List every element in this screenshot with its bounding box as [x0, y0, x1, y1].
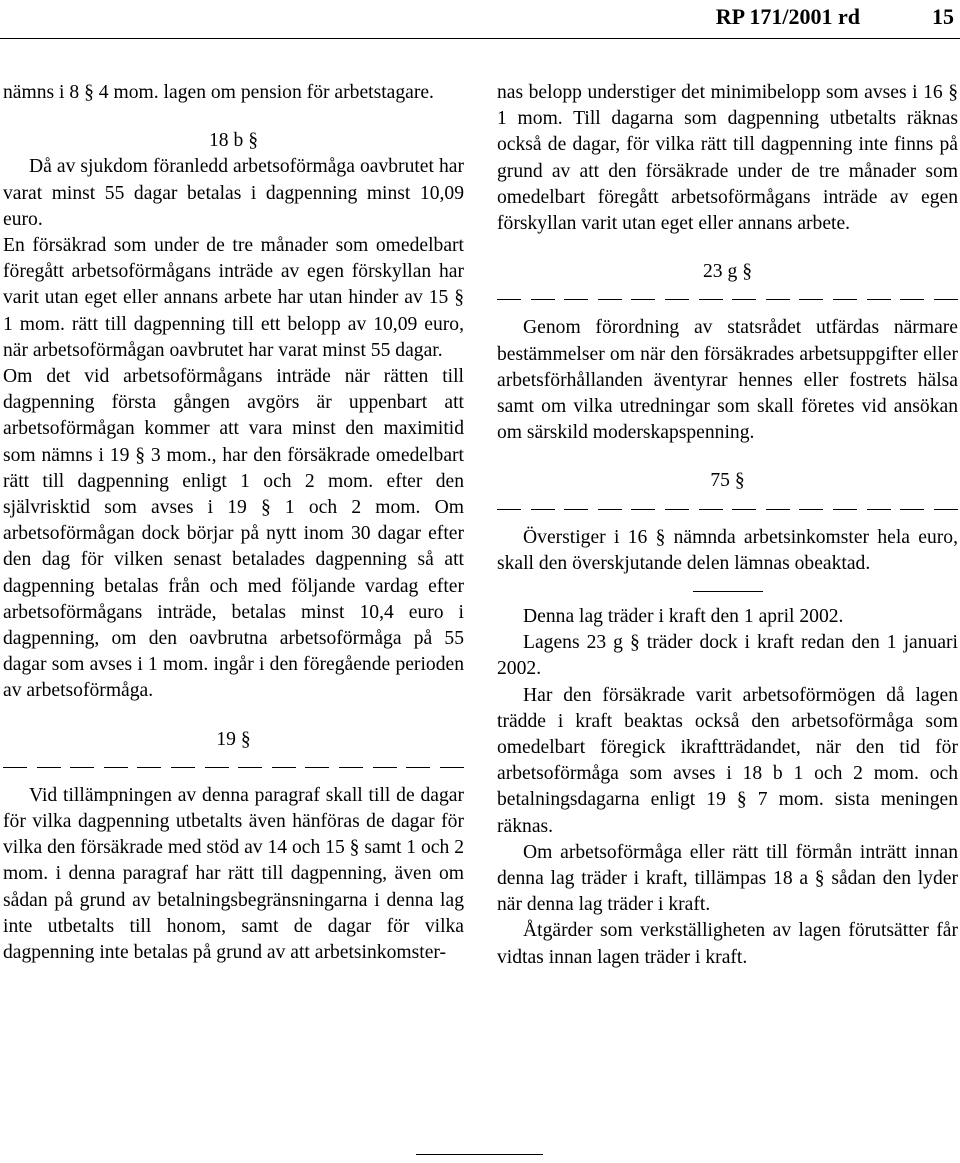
- left-column: [3, 80, 464, 966]
- section-heading-19: 19 §: [216, 728, 251, 750]
- continuation-paragraph: nas belopp understiger det minimibelopp som avses i 16 § 1 mom. Till dagarna som dagpenning utbetalts räknas också de dagar, för vilka rätt till dagpenning inte finns på grund av att den försäkrade under de tre månader som omedelbart föregått arbetsoförmågans inträde av egen förskyllan varit utan eget eller annans arbete.: [497, 82, 958, 235]
- paragraph: Vid tillämpningen av denna paragraf skall till de dagar för vilka dagpenning utbetalts även hänföras de dagar för vilka den försäkrade med stöd av 14 och 15 § samt 1 och 2 mom. i denna paragraf har rätt till dagpenning, även om sådan på grund av betalningsbegränsningarna i denna lag inte utbetalts till honom, samt de dagar för vilka dagpenning inte betalas på grund av att arbetsinkomster-: [3, 784, 464, 964]
- omission-dashes: [497, 501, 958, 515]
- paragraph: Genom förordning av statsrådet utfärdas närmare bestämmelser om när den försäkrades arbetsuppgifter eller arbetsförhållanden äventyrar hennes eller fostrets hälsa samt om vilka utredningar som skall företes vid ansökan om särskild moderskapspenning.: [497, 317, 958, 444]
- footer-rule: [416, 1154, 543, 1155]
- page-number: 15: [932, 4, 954, 29]
- paragraph: Överstiger i 16 § nämnda arbetsinkomster hela euro, skall den överskjutande delen lämnas obeaktad.: [497, 526, 958, 574]
- paragraph: Åtgärder som verkställigheten av lagen förutsätter får vidtas innan lagen träder i kraft.: [497, 920, 958, 968]
- section-divider: [693, 591, 763, 592]
- header-rule: [0, 38, 960, 39]
- paragraph: Har den försäkrade varit arbetsoförmögen då lagen trädde i kraft beaktas också den arbetsoförmåga som omedelbart föregick ikraftträdandet, när den tid för arbetsoförmåga som avses i 18 b 1 och 2 mom. och betalningsdagarna enligt 19 § 7 mom. sista meningen räknas.: [497, 684, 958, 837]
- intro-paragraph: nämns i 8 § 4 mom. lagen om pension för arbetstagare.: [3, 82, 434, 103]
- omission-dashes: [497, 291, 958, 305]
- paragraph: Om arbetsoförmåga eller rätt till förmån inträtt innan denna lag träder i kraft, tillämpas 18 a § sådan den lyder när denna lag träder i kraft.: [497, 841, 958, 916]
- paragraph: En försäkrad som under de tre månader som omedelbart föregått arbetsoförmågans inträde av egen förskyllan har varit utan eget eller annans arbete har utan hinder av 15 § 1 mom. rätt till dagpenning till ett belopp av 10,09 euro, när arbetsoförmågan oavbrutet har varat minst 55 dagar.: [3, 235, 464, 361]
- paragraph: Denna lag träder i kraft den 1 april 2002.: [523, 606, 844, 628]
- section-heading-75: 75 §: [710, 470, 745, 492]
- page-header: [0, 0, 960, 40]
- section-heading-23g: 23 g §: [703, 261, 752, 283]
- omission-dashes: [3, 759, 464, 773]
- document-id: RP 171/2001 rd: [715, 4, 860, 29]
- right-column: [497, 80, 958, 971]
- paragraph: Då av sjukdom föranledd arbetsoförmåga oavbrutet har varat minst 55 dagar betalas i dagpenning minst 10,09 euro.: [3, 156, 464, 230]
- section-heading-18b: 18 b §: [209, 130, 258, 152]
- paragraph: Lagens 23 g § träder dock i kraft redan den 1 januari 2002.: [497, 632, 958, 680]
- paragraph: Om det vid arbetsoförmågans inträde när rätten till dagpenning första gången avgörs är uppenbart att arbetsoförmågan kommer att vara minst den maximitid som nämns i 19 § 3 mom., har den försäkrade omedelbart rätt till dagpenning enligt 1 och 2 mom. efter den självrisktid som avses i 19 § 1 och 2 mom. Om arbetsoförmågan dock börjar på nytt inom 30 dagar efter den dag för vilken senast betalades dagpenning så att dagpenning betalas från och med följande vardag efter arbetsoförmågans inträde, betalas minst 10,4 euro i dagpenning, om den oavbrutna arbetsoförmåga på 55 dagar som avses i 1 mom. ingår i den föregående perioden av arbetsoförmåga.: [3, 366, 464, 702]
